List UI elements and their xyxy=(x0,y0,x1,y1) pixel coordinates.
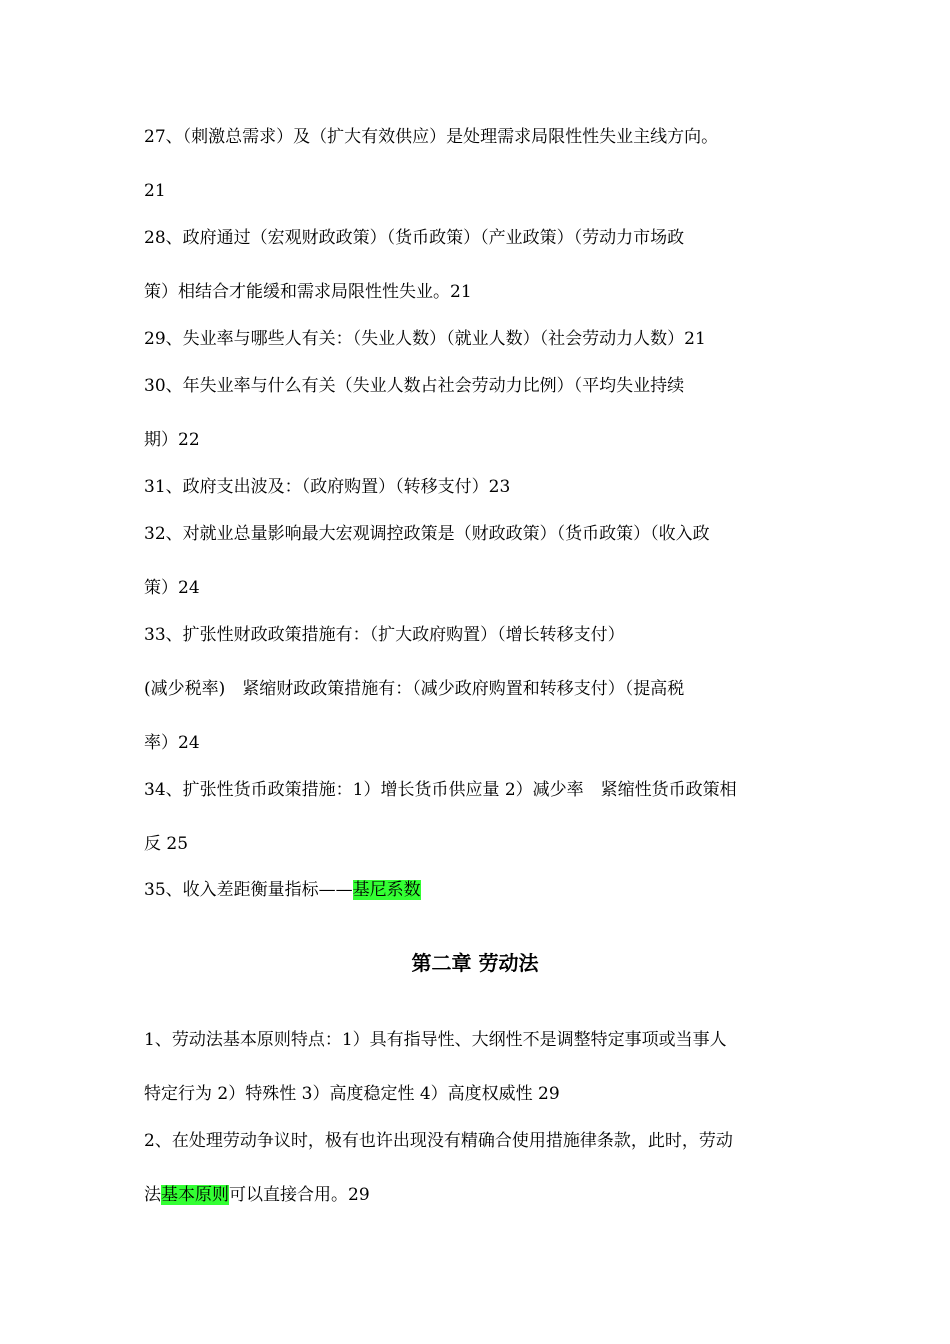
paragraph-line: (减少税率) 紧缩财政政策措施有：（减少政府购置和转移支付）（提高税 xyxy=(144,679,685,699)
paragraph-line: 策）相结合才能缓和需求局限性性失业。21 xyxy=(144,282,472,302)
paragraph-line: 1、劳动法基本原则特点：1）具有指导性、大纲性不是调整特定事项或当事人 xyxy=(144,1030,727,1050)
line-text: 可以直接合用。29 xyxy=(229,1185,370,1205)
paragraph-line: 34、扩张性货币政策措施：1）增长货币供应量 2）减少率 紧缩性货币政策相 xyxy=(144,780,737,800)
line-text: 法 xyxy=(144,1185,161,1205)
paragraph-line: 2、在处理劳动争议时，极有也许出现没有精确合使用措施律条款，此时，劳动 xyxy=(144,1131,733,1151)
line-text: 35、收入差距衡量指标—— xyxy=(144,880,353,900)
paragraph-line: 21 xyxy=(144,181,166,201)
paragraph-line: 策）24 xyxy=(144,578,200,598)
highlighted-term: 基尼系数 xyxy=(352,880,421,900)
paragraph-line: 29、失业率与哪些人有关：（失业人数）（就业人数）（社会劳动力人数）21 xyxy=(144,329,706,349)
paragraph-line: 27、（刺激总需求）及（扩大有效供应）是处理需求局限性性失业主线方向。 xyxy=(144,127,719,147)
paragraph-line: 特定行为 2）特殊性 3）高度稳定性 4）高度权威性 29 xyxy=(144,1084,560,1104)
paragraph-line-last xyxy=(144,1184,370,1206)
paragraph-line: 28、政府通过（宏观财政政策）（货币政策）（产业政策）（劳动力市场政 xyxy=(144,228,685,248)
paragraph-line: 期）22 xyxy=(144,430,200,450)
paragraph-line: 率）24 xyxy=(144,733,200,753)
chapter-heading: 第二章 劳动法 xyxy=(411,951,539,975)
paragraph-line: 30、年失业率与什么有关（失业人数占社会劳动力比例）（平均失业持续 xyxy=(144,376,685,396)
paragraph-line: 33、扩张性财政政策措施有：（扩大政府购置）（增长转移支付） xyxy=(144,625,625,645)
paragraph-line-35 xyxy=(144,879,421,901)
paragraph-line: 32、对就业总量影响最大宏观调控政策是（财政政策）（货币政策）（收入政 xyxy=(144,524,710,544)
highlighted-term: 基本原则 xyxy=(161,1185,229,1205)
paragraph-line: 31、政府支出波及：（政府购置）（转移支付）23 xyxy=(144,477,511,497)
paragraph-line: 反 25 xyxy=(144,834,189,854)
